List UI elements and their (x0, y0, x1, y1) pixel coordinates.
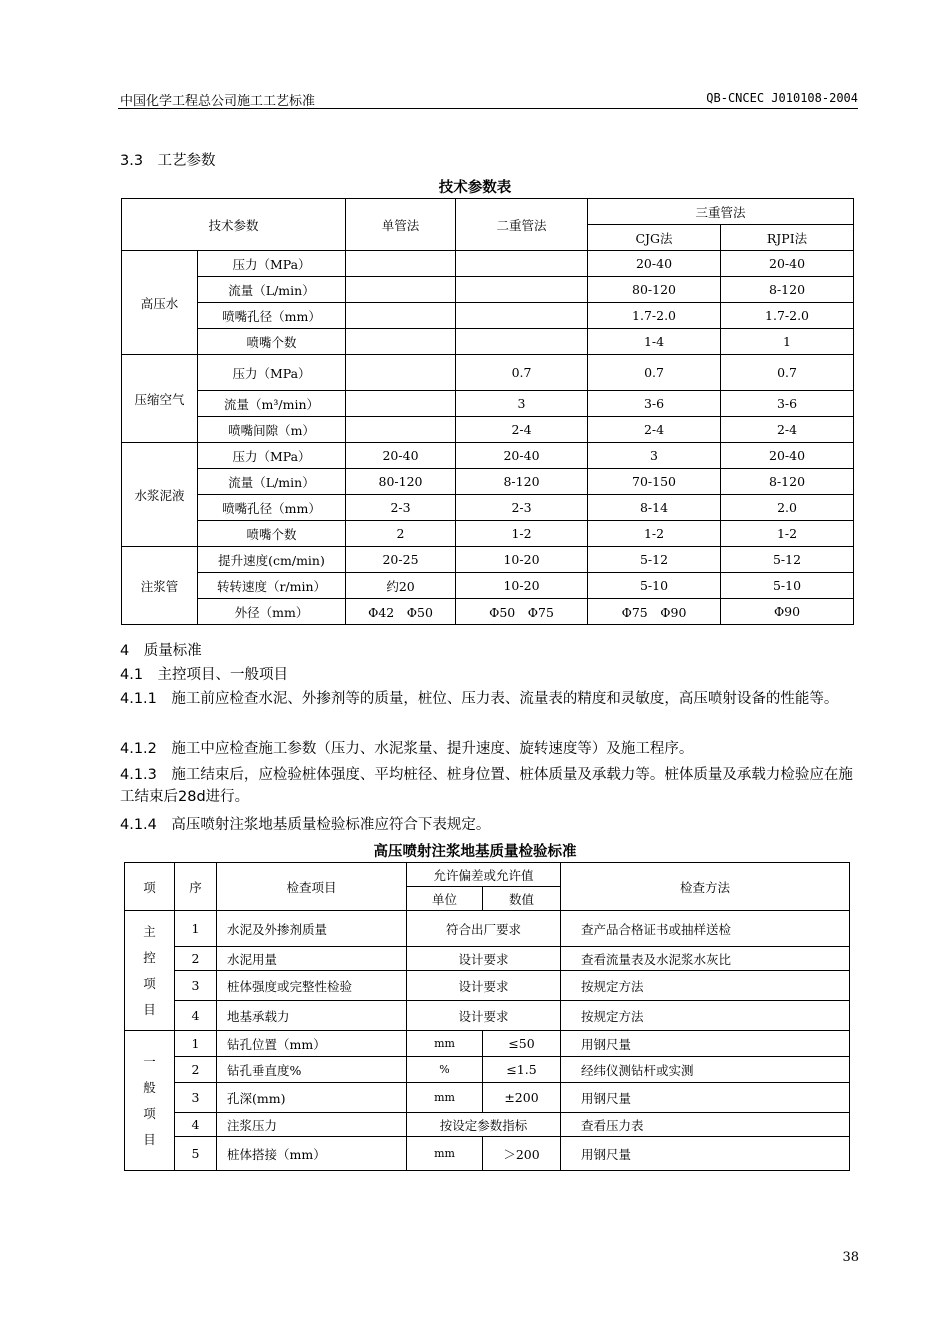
param-value: 8-14 (588, 495, 721, 521)
param-name: 提升速度(cm/min) (198, 547, 346, 573)
param-name: 流量（m³/min） (198, 391, 346, 417)
row-check-item: 孔深(mm) (217, 1083, 407, 1113)
row-check-item: 地基承载力 (217, 1001, 407, 1031)
param-name: 转转速度（r/min） (198, 573, 346, 599)
param-value: 10-20 (456, 547, 588, 573)
section-3-3-heading: 3.3 工艺参数 (120, 153, 216, 169)
row-check-item: 水泥用量 (217, 947, 407, 971)
param-value: 80-120 (346, 469, 456, 495)
param-value: 10-20 (456, 573, 588, 599)
param-value: 2-4 (721, 417, 854, 443)
group-label: 高压水 (122, 251, 198, 355)
row-method: 按规定方法 (561, 971, 850, 1001)
param-name: 压力（MPa） (198, 251, 346, 277)
param-value (346, 391, 456, 417)
head-rjpi: RJPI法 (721, 225, 854, 251)
header-right: QB-CNCEC J010108-2004 (706, 91, 858, 105)
row-seq: 4 (175, 1001, 217, 1031)
param-value (456, 277, 588, 303)
general-items-label-text: 一般项目 (143, 1053, 156, 1147)
row-tolerance: 设计要求 (407, 971, 561, 1001)
page-number: 38 (842, 1250, 859, 1265)
main-items-label-text: 主控项目 (143, 923, 156, 1017)
param-value: 0.7 (456, 355, 588, 391)
param-name: 压力（MPa） (198, 355, 346, 391)
row-check-item: 注浆压力 (217, 1113, 407, 1137)
paragraph-4-1-2: 4.1.2 施工中应检查施工参数（压力、水泥浆量、提升速度、旋转速度等）及施工程序。 (120, 741, 694, 757)
header-rule (118, 108, 858, 109)
row-value: ±200 (483, 1083, 561, 1113)
row-seq: 1 (175, 1031, 217, 1057)
header-left: 中国化学工程总公司施工工艺标准 (120, 94, 316, 109)
head-seq: 序 (175, 863, 217, 911)
technical-parameters-table (121, 198, 854, 625)
row-unit: mm (407, 1083, 483, 1113)
row-seq: 3 (175, 971, 217, 1001)
param-value: 80-120 (588, 277, 721, 303)
param-name: 外径（mm） (198, 599, 346, 625)
param-name: 流量（L/min） (198, 469, 346, 495)
row-tolerance: 设计要求 (407, 947, 561, 971)
section-4-1-heading: 4.1 主控项目、一般项目 (120, 667, 289, 683)
param-value: 20-40 (721, 251, 854, 277)
param-value (346, 277, 456, 303)
param-name: 喷嘴间隙（m） (198, 417, 346, 443)
row-seq: 2 (175, 947, 217, 971)
row-seq: 4 (175, 1113, 217, 1137)
group-label: 水浆泥液 (122, 443, 198, 547)
head-param: 技术参数 (122, 199, 346, 251)
param-name: 喷嘴个数 (198, 521, 346, 547)
head-unit: 单位 (407, 887, 483, 911)
param-value: 20-40 (588, 251, 721, 277)
param-value: Φ50 Φ75 (456, 599, 588, 625)
param-value: 3-6 (721, 391, 854, 417)
param-value: 5-12 (721, 547, 854, 573)
param-value: 1-2 (456, 521, 588, 547)
param-name: 流量（L/min） (198, 277, 346, 303)
param-name: 喷嘴孔径（mm） (198, 495, 346, 521)
param-value: 8-120 (721, 469, 854, 495)
row-tolerance: 设计要求 (407, 1001, 561, 1031)
group-label: 注浆管 (122, 547, 198, 625)
general-items-label (125, 1031, 175, 1171)
row-method: 按规定方法 (561, 1001, 850, 1031)
param-value: 2 (346, 521, 456, 547)
group-label: 压缩空气 (122, 355, 198, 443)
param-value: 2-3 (456, 495, 588, 521)
row-seq: 5 (175, 1137, 217, 1171)
head-tolerance: 允许偏差或允许值 (407, 863, 561, 887)
param-value: 1-4 (588, 329, 721, 355)
param-value: 2-4 (456, 417, 588, 443)
head-double: 二重管法 (456, 199, 588, 251)
row-value: ≤50 (483, 1031, 561, 1057)
param-value: 70-150 (588, 469, 721, 495)
param-value: 2.0 (721, 495, 854, 521)
row-check-item: 水泥及外掺剂质量 (217, 911, 407, 947)
row-method: 用钢尺量 (561, 1083, 850, 1113)
section-4-heading: 4 质量标准 (120, 643, 202, 659)
param-value (346, 251, 456, 277)
head-single: 单管法 (346, 199, 456, 251)
param-value: 1-2 (721, 521, 854, 547)
param-name: 压力（MPa） (198, 443, 346, 469)
param-value (346, 303, 456, 329)
param-value: 5-12 (588, 547, 721, 573)
param-value: 3 (456, 391, 588, 417)
row-seq: 3 (175, 1083, 217, 1113)
param-value: 约20 (346, 573, 456, 599)
head-value: 数值 (483, 887, 561, 911)
param-value: 0.7 (588, 355, 721, 391)
row-tolerance: 符合出厂要求 (407, 911, 561, 947)
param-value (456, 251, 588, 277)
param-value: 2-4 (588, 417, 721, 443)
main-items-label (125, 911, 175, 1031)
row-method: 经纬仪测钻杆或实测 (561, 1057, 850, 1083)
row-check-item: 钻孔位置（mm） (217, 1031, 407, 1057)
param-value: 0.7 (721, 355, 854, 391)
head-item: 项 (125, 863, 175, 911)
param-name: 喷嘴个数 (198, 329, 346, 355)
row-value: ＞200 (483, 1137, 561, 1171)
table2-title: 高压喷射注浆地基质量检验标准 (373, 844, 577, 860)
param-value: 8-120 (456, 469, 588, 495)
param-value: 5-10 (721, 573, 854, 599)
param-value: 1.7-2.0 (588, 303, 721, 329)
paragraph-4-1-3: 4.1.3 施工结束后，应检验桩体强度、平均桩径、桩身位置、桩体质量及承载力等。桩体质量及承载力检验应在施工结束后28d进行。 (120, 767, 853, 805)
param-value (456, 329, 588, 355)
row-check-item: 钻孔垂直度% (217, 1057, 407, 1083)
head-method: 检查方法 (561, 863, 850, 911)
param-value: 1-2 (588, 521, 721, 547)
param-name: 喷嘴孔径（mm） (198, 303, 346, 329)
row-unit: mm (407, 1031, 483, 1057)
row-value: ≤1.5 (483, 1057, 561, 1083)
param-value (346, 329, 456, 355)
param-value: 20-25 (346, 547, 456, 573)
head-cjg: CJG法 (588, 225, 721, 251)
row-unit: mm (407, 1137, 483, 1171)
table1-title: 技术参数表 (438, 180, 512, 196)
param-value (456, 303, 588, 329)
param-value: 20-40 (346, 443, 456, 469)
row-check-item: 桩体搭接（mm） (217, 1137, 407, 1171)
row-method: 查产品合格证书或抽样送检 (561, 911, 850, 947)
row-method: 用钢尺量 (561, 1137, 850, 1171)
param-value: 3 (588, 443, 721, 469)
param-value: 2-3 (346, 495, 456, 521)
param-value: Φ90 (721, 599, 854, 625)
param-value: 3-6 (588, 391, 721, 417)
row-tolerance: 按设定参数指标 (407, 1113, 561, 1137)
param-value: 1.7-2.0 (721, 303, 854, 329)
param-value: 20-40 (456, 443, 588, 469)
param-value: 20-40 (721, 443, 854, 469)
param-value: 1 (721, 329, 854, 355)
row-method: 用钢尺量 (561, 1031, 850, 1057)
param-value: 8-120 (721, 277, 854, 303)
param-value (346, 355, 456, 391)
param-value (346, 417, 456, 443)
row-method: 查看压力表 (561, 1113, 850, 1137)
head-check: 检查项目 (217, 863, 407, 911)
quality-inspection-table (124, 862, 850, 1171)
head-triple: 三重管法 (588, 199, 854, 225)
row-seq: 2 (175, 1057, 217, 1083)
row-check-item: 桩体强度或完整性检验 (217, 971, 407, 1001)
param-value: Φ75 Φ90 (588, 599, 721, 625)
param-value: 5-10 (588, 573, 721, 599)
row-method: 查看流量表及水泥浆水灰比 (561, 947, 850, 971)
row-unit: % (407, 1057, 483, 1083)
paragraph-4-1-4: 4.1.4 高压喷射注浆地基质量检验标准应符合下表规定。 (120, 817, 491, 833)
paragraph-4-1-1: 4.1.1 施工前应检查水泥、外掺剂等的质量，桩位、压力表、流量表的精度和灵敏度，高压喷射设备的性能等。 (120, 691, 839, 707)
row-seq: 1 (175, 911, 217, 947)
param-value: Φ42 Φ50 (346, 599, 456, 625)
